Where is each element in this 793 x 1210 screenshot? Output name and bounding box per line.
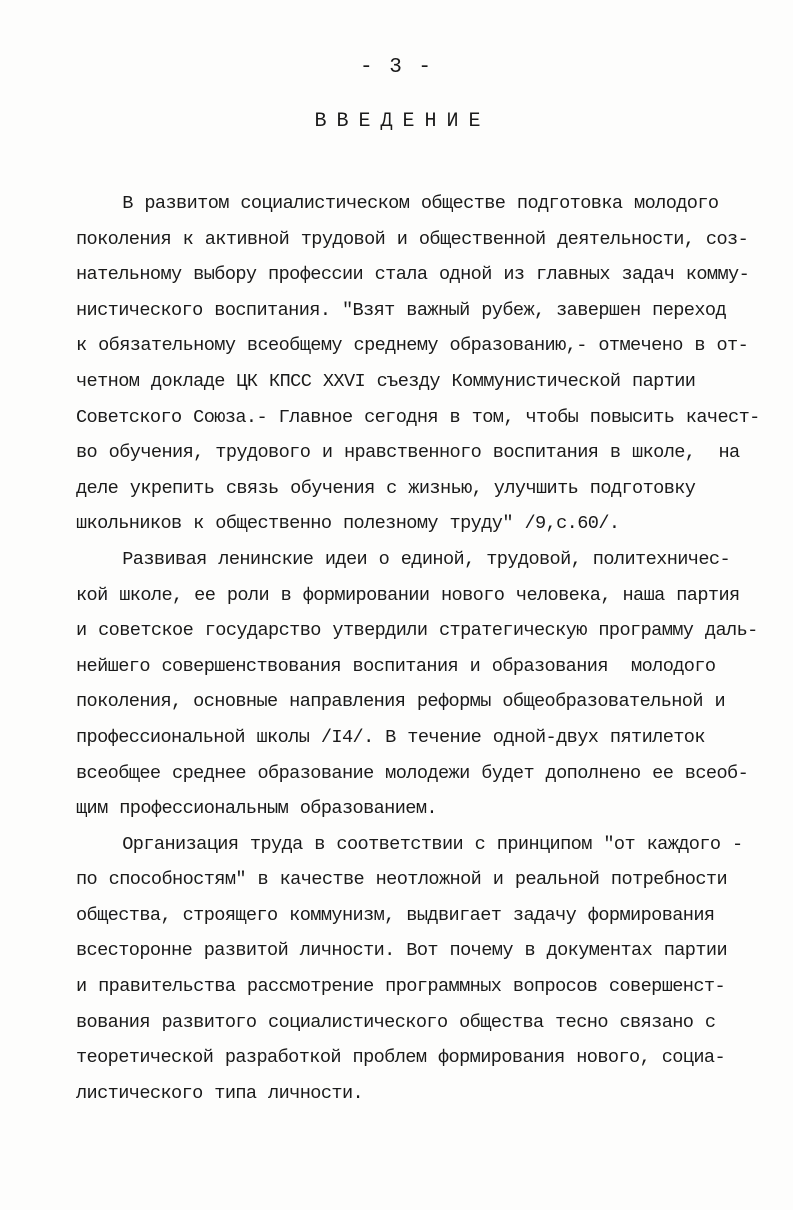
text-line: Советского Союза.- Главное сегодня в том, чтобы повысить качест- [76,406,760,428]
text-line: поколения к активной трудовой и общественной деятельности, соз- [76,228,749,250]
text-line: общества, строящего коммунизм, выдвигает задачу формирования [76,904,715,926]
paragraph [76,827,766,1112]
body-text [76,186,766,1111]
page-number: - 3 - [359,56,433,79]
text-line: нистического воспитания. "Взят важный рубеж, завершен переход [76,299,727,321]
text-line: теоретической разработкой проблем формирования нового, социа- [76,1047,726,1069]
text-line: к обязательному всеобщему среднему образованию,- отмечено в от- [76,335,749,357]
text-line: нательному выбору профессии стала одной из главных задач комму- [76,264,750,286]
text-line: деле укрепить связь обучения с жизнью, улучшить подготовку [76,477,696,499]
text-line: поколения, основные направления реформы общеобразовательной и [76,691,726,713]
paragraph [76,542,766,827]
text-line: щим профессиональным образованием. [76,798,437,820]
text-line: во обучения, трудового и нравственного воспитания в школе, на [76,442,740,464]
text-line: школьников к общественно полезному труду" /9,с.60/. [76,513,620,535]
paragraph [76,186,766,542]
text-line: кой школе, ее роли в формировании нового человека, наша партия [76,584,740,606]
text-line: нейшего совершенствования воспитания и образования молодого [76,655,716,677]
text-line: и правительства рассмотрение программных вопросов совершенст- [76,976,726,998]
text-line: профессиональной школы /I4/. В течение одной-двух пятилеток [76,726,705,748]
text-line: В развитом социалистическом обществе подготовка молодого [76,193,719,214]
text-line: всеобщее среднее образование молодежи будет дополнено ее всеоб- [76,762,749,784]
text-line: вования развитого социалистического общества тесно связано с [76,1011,716,1033]
text-line: Организация труда в соответствии с принципом "от каждого - [76,833,743,855]
text-line: четном докладе ЦК КПСС XXVI съезду Коммунистической партии [76,370,696,392]
page-title: ВВЕДЕНИЕ [314,110,491,133]
text-line: листического типа личности. [76,1082,364,1104]
text-line: Развивая ленинские идеи о единой, трудовой, политехничес- [76,548,731,570]
text-line: и советское государство утвердили стратегическую программу даль- [76,620,758,642]
text-line: по способностям" в качестве неотложной и реальной потребности [76,869,728,891]
text-line: всесторонне развитой личности. Вот почему в документах партии [76,940,728,962]
